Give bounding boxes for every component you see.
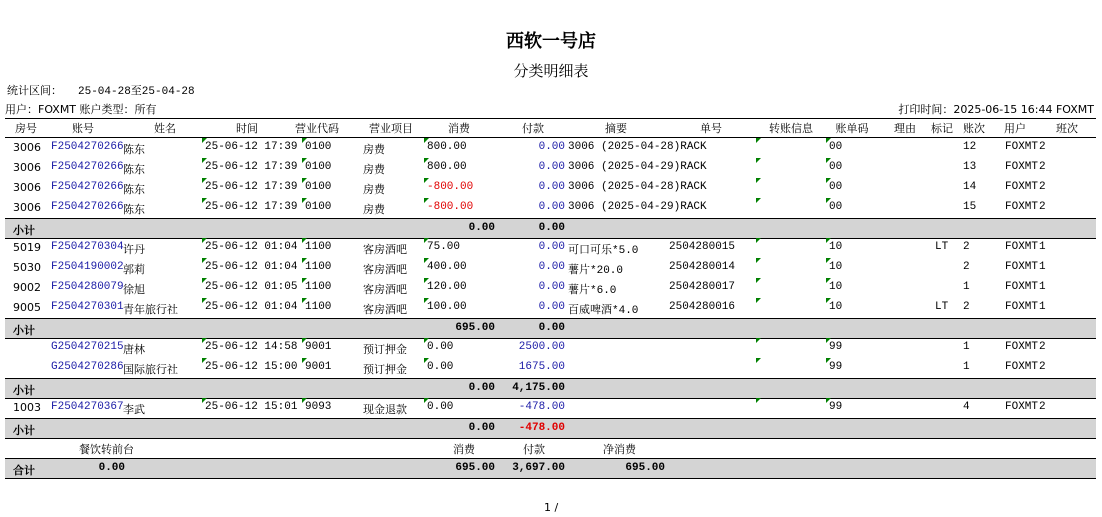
cell-marker	[756, 238, 761, 243]
cell-marker	[424, 198, 429, 203]
subtotal-pay: 4,175.00	[512, 382, 565, 394]
cell-account[interactable]: F2504280079	[51, 281, 124, 293]
cell-marker	[302, 238, 307, 243]
cell-marker	[756, 398, 761, 403]
cell-marker	[756, 258, 761, 263]
table-row	[5, 298, 1096, 318]
subtotal-label: 小计	[13, 424, 35, 437]
cell-bill_code: 00	[829, 201, 843, 213]
cell-pay: 0.00	[538, 181, 565, 193]
table-row	[5, 178, 1096, 198]
cell-item: 房费	[363, 203, 385, 216]
cell-marker	[202, 298, 207, 303]
column-header-mark: 标记	[931, 122, 953, 135]
cell-shift: 2	[1039, 181, 1046, 193]
cell-room: 3006	[13, 201, 41, 214]
cell-consume: 75.00	[427, 241, 461, 253]
cell-shift: 2	[1039, 161, 1046, 173]
cell-bill_no: 2504280017	[669, 281, 736, 293]
cell-name: 陈东	[123, 183, 145, 196]
cell-seq: 1	[963, 361, 970, 373]
cell-user: FOXMT	[1005, 201, 1039, 213]
cell-item: 房费	[363, 143, 385, 156]
column-header-consume: 消费	[448, 122, 470, 135]
cell-account[interactable]: G2504270286	[51, 361, 124, 373]
cell-summary: 3006 (2025-04-28)RACK	[568, 181, 707, 193]
cell-bill_code: 00	[829, 181, 843, 193]
cell-user: FOXMT	[1005, 281, 1039, 293]
cell-seq: 4	[963, 401, 970, 413]
cell-shift: 1	[1039, 241, 1046, 253]
cell-marker	[424, 298, 429, 303]
cell-marker	[826, 298, 831, 303]
grand-total-consume: 695.00	[455, 462, 495, 474]
cell-consume: 100.00	[427, 301, 467, 313]
cell-marker	[424, 138, 429, 143]
cell-account[interactable]: F2504270367	[51, 401, 124, 413]
cell-name: 许丹	[123, 243, 145, 256]
cell-marker	[424, 278, 429, 283]
cell-shift: 2	[1039, 141, 1046, 153]
cell-pay: 0.00	[538, 201, 565, 213]
cell-summary: 薯片*6.0	[568, 285, 617, 297]
cell-name: 陈东	[123, 163, 145, 176]
user-account-type: 用户：FOXMT 账户类型：所有	[5, 103, 157, 116]
summary-label-fb_transfer: 餐饮转前台	[79, 443, 134, 456]
cell-marker	[424, 158, 429, 163]
cell-bill_code: 99	[829, 341, 843, 353]
cell-room: 1003	[13, 401, 41, 414]
cell-shift: 2	[1039, 201, 1046, 213]
cell-user: FOXMT	[1005, 341, 1039, 353]
cell-room: 3006	[13, 141, 41, 154]
cell-code: 9093	[305, 401, 332, 413]
subtotal-label: 小计	[13, 224, 35, 237]
cell-name: 唐林	[123, 343, 145, 356]
cell-user: FOXMT	[1005, 181, 1039, 193]
summary-label-pay: 付款	[523, 443, 545, 456]
table-row	[5, 258, 1096, 278]
subtotal-label: 小计	[13, 384, 35, 397]
cell-marker	[756, 278, 761, 283]
cell-marker	[202, 198, 207, 203]
cell-account[interactable]: F2504270266	[51, 161, 124, 173]
cell-marker	[302, 278, 307, 283]
cell-summary: 3006 (2025-04-29)RACK	[568, 201, 707, 213]
cell-marker	[202, 238, 207, 243]
column-header-bill_code: 账单码	[835, 122, 869, 135]
subtotal-consume: 0.00	[468, 222, 495, 234]
cell-room: 9002	[13, 281, 41, 294]
cell-user: FOXMT	[1005, 161, 1039, 173]
cell-marker	[756, 338, 761, 343]
cell-bill_code: 10	[829, 301, 843, 313]
table-row	[5, 278, 1096, 298]
subtotal-row	[5, 318, 1096, 339]
cell-name: 陈东	[123, 203, 145, 216]
cell-summary: 3006 (2025-04-28)RACK	[568, 141, 707, 153]
cell-marker	[826, 338, 831, 343]
cell-code: 1100	[305, 241, 332, 253]
grand-total-pay: 3,697.00	[512, 462, 565, 474]
cell-marker	[302, 258, 307, 263]
cell-consume: 800.00	[427, 141, 467, 153]
subtotal-pay: -478.00	[518, 422, 565, 434]
cell-pay: 0.00	[538, 261, 565, 273]
column-header-account: 账号	[72, 122, 94, 135]
cell-marker	[826, 398, 831, 403]
column-header-user: 用户	[1004, 122, 1026, 135]
grand-total-label: 合计	[13, 464, 35, 477]
summary-labels-row	[5, 438, 1096, 458]
column-header-summary: 摘要	[605, 122, 627, 135]
cell-marker	[302, 178, 307, 183]
page-indicator: 1 /	[544, 501, 559, 514]
cell-marker	[302, 198, 307, 203]
cell-marker	[756, 178, 761, 183]
cell-item: 客房酒吧	[363, 263, 407, 276]
column-header-item: 营业项目	[369, 122, 413, 135]
cell-account[interactable]: F2504270304	[51, 241, 124, 253]
table-row	[5, 338, 1096, 358]
cell-shift: 2	[1039, 361, 1046, 373]
table-row	[5, 398, 1096, 418]
store-name: 西软一号店	[506, 31, 596, 52]
cell-consume: 120.00	[427, 281, 467, 293]
cell-time: 25-06-12 01:05	[205, 281, 298, 293]
cell-time: 25-06-12 15:01	[205, 401, 298, 413]
subtotal-row	[5, 418, 1096, 439]
cell-bill_no: 2504280014	[669, 261, 736, 273]
cell-time: 25-06-12 01:04	[205, 241, 298, 253]
cell-code: 9001	[305, 361, 332, 373]
cell-seq: 1	[963, 341, 970, 353]
cell-seq: 13	[963, 161, 977, 173]
cell-marker	[202, 398, 207, 403]
cell-code: 0100	[305, 201, 332, 213]
cell-pay: 0.00	[538, 161, 565, 173]
cell-pay: 0.00	[538, 141, 565, 153]
cell-marker	[756, 198, 761, 203]
cell-code: 9001	[305, 341, 332, 353]
table-header-row	[5, 118, 1096, 138]
cell-account[interactable]: G2504270215	[51, 341, 124, 353]
cell-bill_code: 99	[829, 361, 843, 373]
grand-total-row	[5, 458, 1096, 479]
cell-marker	[424, 398, 429, 403]
cell-shift: 1	[1039, 301, 1046, 313]
cell-marker	[756, 358, 761, 363]
cell-bill_code: 10	[829, 241, 843, 253]
cell-time: 25-06-12 01:04	[205, 301, 298, 313]
cell-room: 3006	[13, 181, 41, 194]
cell-seq: 15	[963, 201, 977, 213]
cell-marker	[826, 258, 831, 263]
cell-name: 国际旅行社	[123, 363, 178, 376]
cell-consume: 0.00	[427, 401, 454, 413]
cell-name: 李武	[123, 403, 145, 416]
cell-room: 3006	[13, 161, 41, 174]
cell-marker	[424, 338, 429, 343]
subtotal-consume: 0.00	[468, 382, 495, 394]
cell-user: FOXMT	[1005, 261, 1039, 273]
cell-code: 1100	[305, 261, 332, 273]
cell-item: 预订押金	[363, 343, 407, 356]
cell-seq: 12	[963, 141, 977, 153]
cell-name: 陈东	[123, 143, 145, 156]
cell-marker	[756, 138, 761, 143]
cell-seq: 2	[963, 241, 970, 253]
cell-room: 5030	[13, 261, 41, 274]
cell-time: 25-06-12 14:58	[205, 341, 298, 353]
cell-marker	[826, 238, 831, 243]
column-header-bill_no: 单号	[700, 122, 722, 135]
cell-time: 25-06-12 17:39	[205, 161, 298, 173]
cell-room: 5019	[13, 241, 41, 254]
cell-shift: 2	[1039, 341, 1046, 353]
cell-time: 25-06-12 17:39	[205, 181, 298, 193]
column-header-room: 房号	[15, 122, 37, 135]
cell-consume: 0.00	[427, 341, 454, 353]
cell-mark: LT	[935, 241, 949, 253]
cell-bill_code: 10	[829, 281, 843, 293]
column-header-seq: 账次	[963, 122, 985, 135]
cell-item: 客房酒吧	[363, 283, 407, 296]
cell-consume: 800.00	[427, 161, 467, 173]
cell-mark: LT	[935, 301, 949, 313]
cell-marker	[424, 178, 429, 183]
column-header-time: 时间	[236, 122, 258, 135]
cell-marker	[826, 178, 831, 183]
column-header-pay: 付款	[522, 122, 544, 135]
cell-code: 0100	[305, 181, 332, 193]
cell-user: FOXMT	[1005, 301, 1039, 313]
cell-marker	[302, 338, 307, 343]
cell-consume: 0.00	[427, 361, 454, 373]
cell-bill_code: 00	[829, 161, 843, 173]
cell-user: FOXMT	[1005, 401, 1039, 413]
cell-marker	[202, 278, 207, 283]
subtotal-pay: 0.00	[538, 222, 565, 234]
cell-marker	[826, 138, 831, 143]
cell-bill_code: 00	[829, 141, 843, 153]
cell-pay: 0.00	[538, 281, 565, 293]
cell-code: 0100	[305, 161, 332, 173]
cell-marker	[424, 238, 429, 243]
cell-item: 客房酒吧	[363, 303, 407, 316]
cell-item: 房费	[363, 183, 385, 196]
cell-marker	[302, 398, 307, 403]
cell-seq: 14	[963, 181, 977, 193]
column-header-reason: 理由	[894, 122, 916, 135]
cell-user: FOXMT	[1005, 361, 1039, 373]
cell-pay: 1675.00	[518, 361, 565, 373]
cell-shift: 2	[1039, 401, 1046, 413]
cell-marker	[202, 138, 207, 143]
cell-code: 0100	[305, 141, 332, 153]
cell-shift: 1	[1039, 261, 1046, 273]
cell-marker	[302, 138, 307, 143]
cell-account[interactable]: F2504270266	[51, 141, 124, 153]
cell-shift: 1	[1039, 281, 1046, 293]
cell-marker	[202, 258, 207, 263]
subtotal-row	[5, 218, 1096, 239]
subtotal-consume: 0.00	[468, 422, 495, 434]
cell-account[interactable]: F2504270266	[51, 201, 124, 213]
cell-pay: -478.00	[518, 401, 565, 413]
cell-marker	[756, 158, 761, 163]
table-row	[5, 238, 1096, 258]
cell-code: 1100	[305, 301, 332, 313]
column-header-name: 姓名	[154, 122, 176, 135]
cell-marker	[826, 198, 831, 203]
cell-bill_code: 99	[829, 401, 843, 413]
cell-marker	[424, 358, 429, 363]
cell-bill_no: 2504280016	[669, 301, 736, 313]
cell-marker	[756, 298, 761, 303]
table-row	[5, 358, 1096, 378]
cell-marker	[826, 158, 831, 163]
cell-code: 1100	[305, 281, 332, 293]
cell-bill_no: 2504280015	[669, 241, 736, 253]
table-row	[5, 138, 1096, 158]
cell-pay: 0.00	[538, 241, 565, 253]
subtotal-label: 小计	[13, 324, 35, 337]
cell-summary: 薯片*20.0	[568, 265, 624, 277]
cell-account[interactable]: F2504270266	[51, 181, 124, 193]
column-header-code: 营业代码	[295, 122, 339, 135]
cell-seq: 2	[963, 261, 970, 273]
cell-marker	[202, 358, 207, 363]
summary-label-consume: 消费	[453, 443, 475, 456]
cell-bill_code: 10	[829, 261, 843, 273]
report-title: 分类明细表	[513, 62, 589, 80]
cell-user: FOXMT	[1005, 241, 1039, 253]
cell-marker	[826, 278, 831, 283]
grand-total-fb_transfer: 0.00	[98, 462, 125, 474]
cell-marker	[302, 298, 307, 303]
cell-account[interactable]: F2504270301	[51, 301, 124, 313]
cell-time: 25-06-12 15:00	[205, 361, 298, 373]
summary-label-net: 净消费	[603, 443, 636, 456]
print-time: 打印时间：2025-06-15 16:44 FOXMT	[898, 103, 1094, 116]
cell-time: 25-06-12 17:39	[205, 201, 298, 213]
cell-summary: 可口可乐*5.0	[568, 245, 639, 257]
cell-marker	[302, 158, 307, 163]
cell-item: 预订押金	[363, 363, 407, 376]
cell-consume: -800.00	[427, 181, 474, 193]
cell-summary: 3006 (2025-04-29)RACK	[568, 161, 707, 173]
cell-pay: 2500.00	[518, 341, 565, 353]
cell-name: 青年旅行社	[123, 303, 178, 316]
grand-total-net: 695.00	[625, 462, 665, 474]
cell-user: FOXMT	[1005, 141, 1039, 153]
cell-item: 客房酒吧	[363, 243, 407, 256]
cell-pay: 0.00	[538, 301, 565, 313]
cell-room: 9005	[13, 301, 41, 314]
cell-item: 现金退款	[363, 403, 407, 416]
cell-seq: 2	[963, 301, 970, 313]
cell-seq: 1	[963, 281, 970, 293]
period-value: 25-04-28至25-04-28	[78, 86, 195, 98]
cell-summary: 百威啤酒*4.0	[568, 305, 639, 317]
cell-item: 房费	[363, 163, 385, 176]
period-label: 统计区间：	[7, 84, 62, 97]
table-row	[5, 158, 1096, 178]
cell-time: 25-06-12 01:04	[205, 261, 298, 273]
table-row	[5, 198, 1096, 218]
cell-name: 徐旭	[123, 283, 145, 296]
subtotal-row	[5, 378, 1096, 399]
cell-marker	[202, 338, 207, 343]
cell-account[interactable]: F2504190002	[51, 261, 124, 273]
subtotal-pay: 0.00	[538, 322, 565, 334]
cell-time: 25-06-12 17:39	[205, 141, 298, 153]
cell-consume: 400.00	[427, 261, 467, 273]
cell-marker	[826, 358, 831, 363]
cell-marker	[202, 178, 207, 183]
cell-marker	[424, 258, 429, 263]
cell-marker	[302, 358, 307, 363]
cell-consume: -800.00	[427, 201, 474, 213]
subtotal-consume: 695.00	[455, 322, 495, 334]
column-header-shift: 班次	[1056, 122, 1078, 135]
cell-name: 郭莉	[123, 263, 145, 276]
column-header-transfer: 转账信息	[769, 122, 813, 135]
cell-marker	[202, 158, 207, 163]
